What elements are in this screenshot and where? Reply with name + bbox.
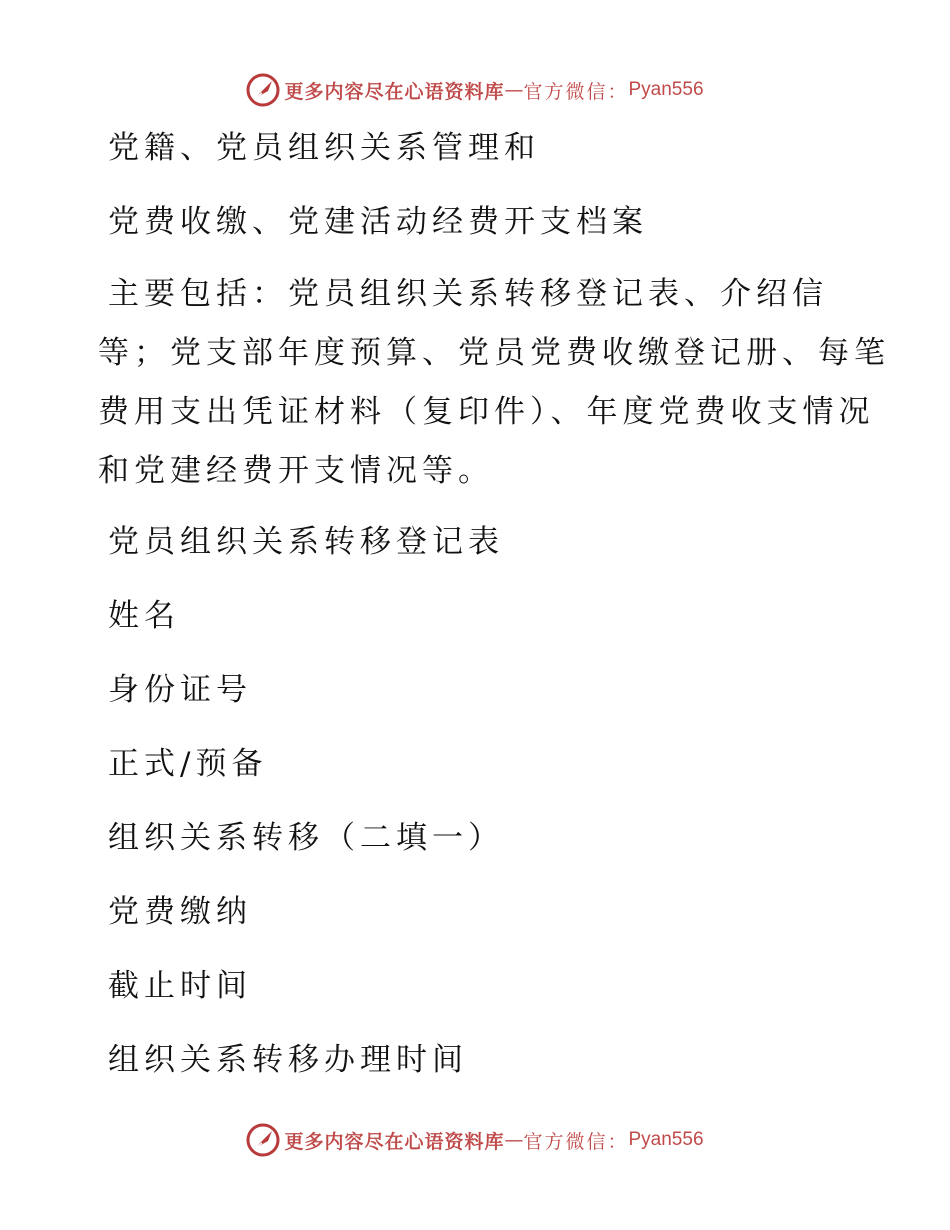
banner-wechat-label: 官方微信：: [523, 1130, 629, 1153]
paragraph-line-3: 费用支出凭证材料（复印件）、年度党费收支情况: [98, 394, 875, 430]
field-name-label: 姓名: [108, 598, 180, 634]
banner-wechat-id: Pyan556: [628, 79, 704, 100]
paragraph-line-1: 主要包括：党员组织关系转移登记表、介绍信: [108, 276, 828, 312]
quill-logo-icon: [246, 1123, 280, 1157]
banner-wechat-id: Pyan556: [628, 1129, 704, 1150]
banner-wechat-label: 官方微信：: [523, 80, 629, 103]
banner-site-text: 更多内容尽在心语资料库: [284, 80, 505, 103]
form-title: 党员组织关系转移登记表: [108, 524, 504, 560]
banner-separator: —: [504, 1129, 524, 1151]
footer-banner: [0, 1120, 950, 1160]
field-transfer-label: 组织关系转移（二填一）: [108, 820, 504, 856]
field-member-status-label: 正式/预备: [108, 746, 268, 782]
field-dues-label: 党费缴纳: [108, 894, 252, 930]
banner-site-text: 更多内容尽在心语资料库: [284, 1130, 505, 1153]
field-transfer-date-label: 组织关系转移办理时间: [108, 1042, 468, 1078]
field-deadline-label: 截止时间: [108, 968, 252, 1004]
paragraph-line-2: 等；党支部年度预算、党员党费收缴登记册、每笔: [98, 335, 890, 371]
banner-separator: —: [504, 79, 524, 101]
header-banner: [0, 70, 950, 110]
heading-line-1: 党籍、党员组织关系管理和: [108, 130, 540, 166]
paragraph-line-4: 和党建经费开支情况等。: [98, 453, 494, 489]
heading-line-2: 党费收缴、党建活动经费开支档案: [108, 204, 648, 240]
field-id-number-label: 身份证号: [108, 672, 252, 708]
quill-logo-icon: [246, 73, 280, 107]
